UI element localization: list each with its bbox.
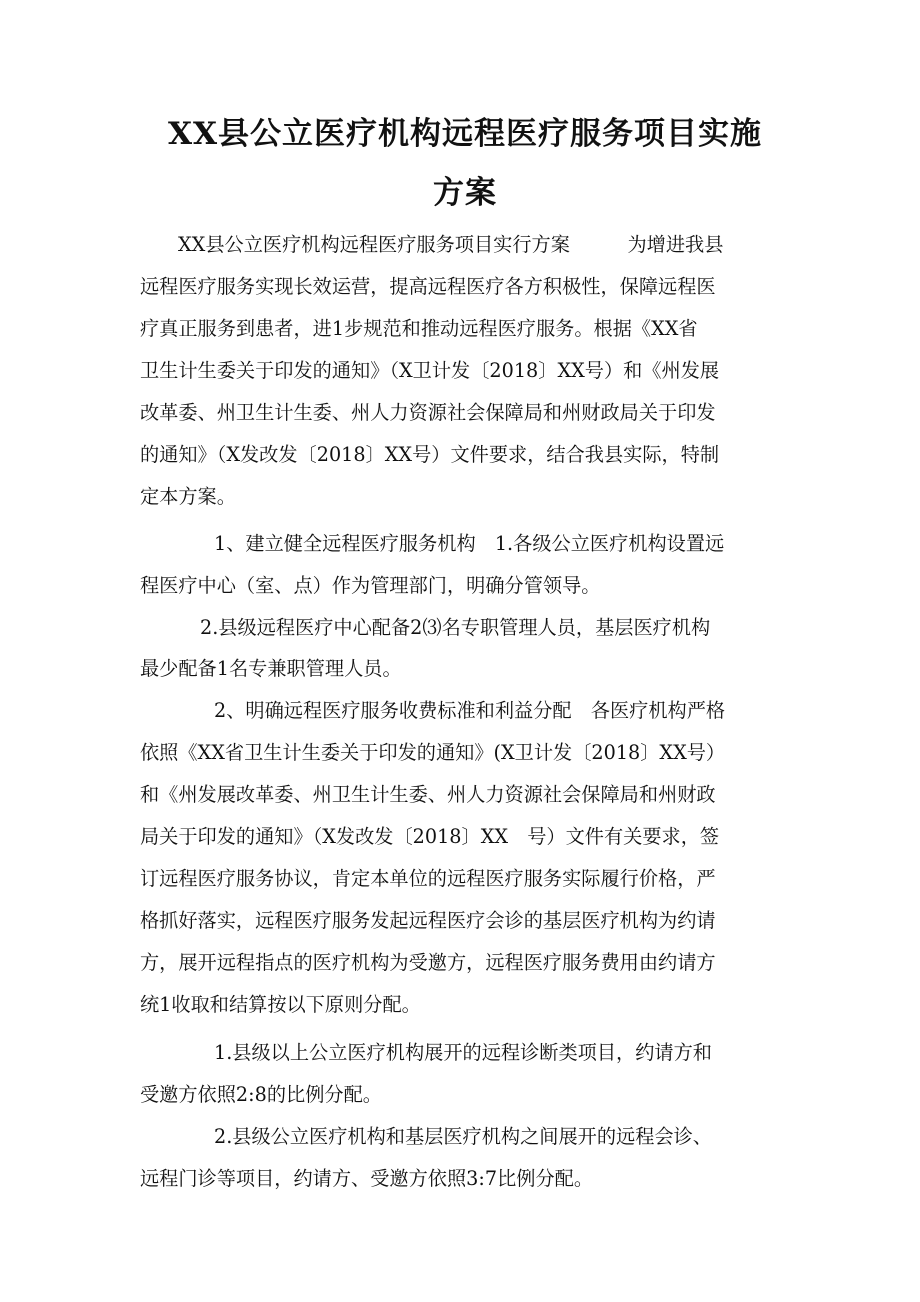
body-line: 改革委、州卫生计生委、州人力资源社会保障局和州财政局关于印发 xyxy=(140,401,716,424)
body-line: 2.县级远程医疗中心配备2⑶名专职管理人员，基层医疗机构 xyxy=(200,616,711,639)
body-line: 的通知》（X发改发〔2018〕XX号）文件要求，结合我县实际，特制 xyxy=(140,443,720,466)
body-line: 局关于印发的通知》（X发改发〔2018〕XX 号）文件有关要求，签 xyxy=(140,825,720,848)
body-line: 远程门诊等项目，约请方、受邀方依照3:7比例分配。 xyxy=(140,1167,594,1190)
body-line: 疗真正服务到患者，进1步规范和推动远程医疗服务。根据《XX省 xyxy=(140,317,698,340)
body-line: 卫生计生委关于印发的通知》（X卫计发〔2018〕XX号）和《州发展 xyxy=(140,359,720,382)
body-line: 方，展开远程指点的医疗机构为受邀方，远程医疗服务费用由约请方 xyxy=(140,951,716,974)
body-line: 依照《XX省卫生计生委关于印发的通知》(X卫计发〔2018〕XX号） xyxy=(140,741,726,764)
body-line: 最少配备1名专兼职管理人员。 xyxy=(140,657,402,680)
body-line: 远程医疗服务实现长效运营，提高远程医疗各方积极性，保障远程医 xyxy=(140,275,716,298)
body-line: 订远程医疗服务协议，肯定本单位的远程医疗服务实际履行价格，严 xyxy=(140,867,716,890)
body-line: 定本方案。 xyxy=(140,485,236,508)
body-line: 2、明确远程医疗服务收费标准和利益分配 各医疗机构严格 xyxy=(214,699,726,722)
body-line: 和《州发展改革委、州卫生计生委、州人力资源社会保障局和州财政 xyxy=(140,783,716,806)
body-line: 1.县级以上公立医疗机构展开的远程诊断类项目，约请方和 xyxy=(214,1041,712,1064)
document-title-line-1: XX县公立医疗机构远程医疗服务项目实施 xyxy=(167,116,763,152)
body-line: XX县公立医疗机构远程医疗服务项目实行方案 为增进我县 xyxy=(178,233,724,256)
body-line: 程医疗中心（室、点）作为管理部门，明确分管领导。 xyxy=(140,574,601,597)
body-line: 1、建立健全远程医疗服务机构 1.各级公立医疗机构设置远 xyxy=(214,532,725,555)
body-line: 统1收取和结算按以下原则分配。 xyxy=(140,993,421,1016)
body-line: 受邀方依照2:8的比例分配。 xyxy=(140,1083,382,1106)
document-title-line-2: 方案 xyxy=(433,175,497,211)
body-line: 2.县级公立医疗机构和基层医疗机构之间展开的远程会诊、 xyxy=(214,1125,712,1148)
body-line: 格抓好落实，远程医疗服务发起远程医疗会诊的基层医疗机构为约请 xyxy=(140,909,716,932)
